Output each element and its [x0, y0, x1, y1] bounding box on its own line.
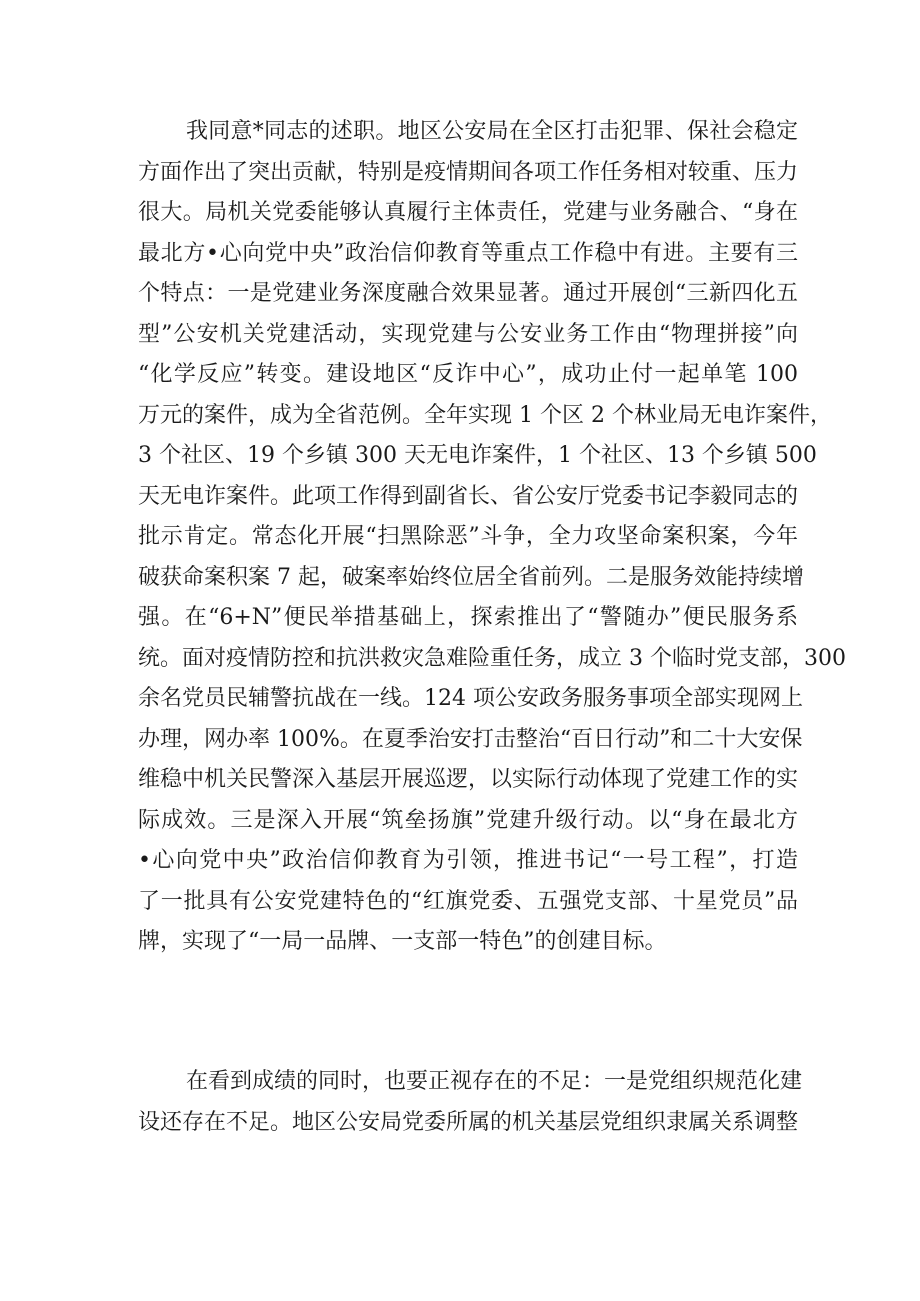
text-line: 天无电诈案件。此项工作得到副省长、省公安厅党委书记李毅同志的 [138, 483, 799, 509]
text-line: 很大。局机关党委能够认真履行主体责任，党建与业务融合、“身在 [138, 200, 798, 225]
paragraph-performance-review [138, 112, 846, 963]
text-line: “化学反应”转变。建设地区“反诈中心”，成功止付一起单笔 100 [138, 362, 798, 387]
text-line: 余名党员民辅警抗战在一线。124 项公安政务服务事项全部实现网上 [138, 686, 803, 711]
text-line: 在看到成绩的同时，也要正视存在的不足：一是党组织规范化建 [186, 1069, 803, 1094]
text-line: 最北方•心向党中央”政治信仰教育等重点工作稳中有进。主要有三 [138, 240, 798, 266]
text-line: 万元的案件，成为全省范例。全年实现 1 个区 2 个林业局无电诈案件， [138, 402, 832, 428]
text-line: 牌，实现了“一局一品牌、一支部一特色”的创建目标。 [138, 929, 667, 954]
text-line: 3 个社区、19 个乡镇 300 天无电诈案件，1 个社区、13 个乡镇 500 [138, 443, 817, 468]
text-line: 维稳中机关民警深入基层开展巡逻，以实际行动体现了党建工作的实 [138, 767, 799, 792]
text-line: 统。面对疫情防控和抗洪救灾急难险重任务，成立 3 个临时党支部，300 [138, 645, 846, 671]
text-line: 破获命案积案 7 起，破案率始终位居全省前列。二是服务效能持续增 [138, 564, 804, 590]
paragraph-shortcomings [138, 1062, 803, 1143]
text-line: •心向党中央”政治信仰教育为引领，推进书记“一号工程”，打造 [138, 848, 798, 873]
text-line: 设还存在不足。地区公安局党委所属的机关基层党组织隶属关系调整 [138, 1109, 799, 1135]
text-line: 批示肯定。常态化开展“扫黑除恶”斗争，全力攻坚命案积案，今年 [138, 524, 798, 549]
text-line: 办理，网办率 100%。在夏季治安打击整治“百日行动”和二十大安保 [138, 726, 803, 752]
text-line: 我同意*同志的述职。地区公安局在全区打击犯罪、保社会稳定 [186, 119, 798, 144]
text-line: 强。在“6+N”便民举措基础上，探索推出了“警随办”便民服务系 [138, 605, 798, 630]
text-line: 方面作出了突出贡献，特别是疫情期间各项工作任务相对较重、压力 [138, 159, 799, 185]
text-line: 个特点：一是党建业务深度融合效果显著。通过开展创“三新四化五 [138, 281, 798, 306]
text-line: 际成效。三是深入开展“筑垒扬旗”党建升级行动。以“身在最北方 [138, 807, 798, 833]
text-line: 型”公安机关党建活动，实现党建与公安业务工作由“物理拼接”向 [138, 321, 798, 347]
text-line: 了一批具有公安党建特色的“红旗党委、五强党支部、十星党员”品 [138, 888, 798, 914]
